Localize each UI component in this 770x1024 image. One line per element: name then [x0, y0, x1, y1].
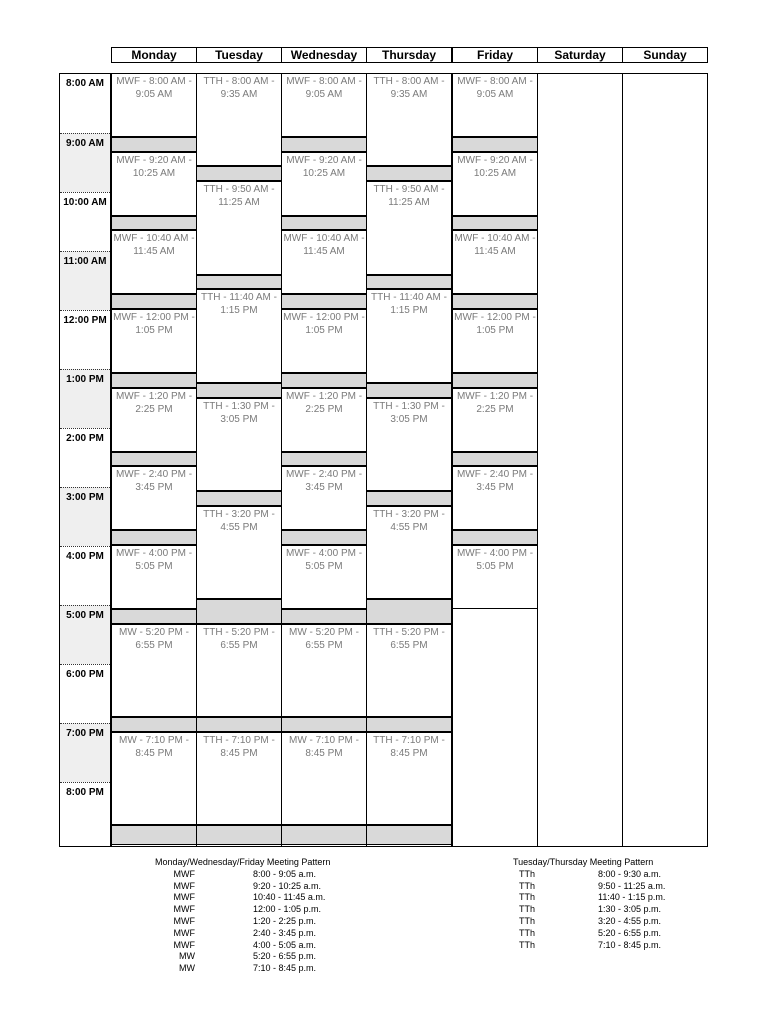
- passing-period: [452, 452, 538, 467]
- legend-time: 12:00 - 1:05 p.m.: [253, 904, 322, 915]
- class-block: MWF - 10:40 AM - 11:45 AM: [281, 230, 367, 294]
- day-header-friday: Friday: [452, 47, 538, 63]
- time-label: 4:00 PM: [60, 546, 110, 605]
- legend-days: TTh: [518, 880, 535, 891]
- time-label: 1:00 PM: [60, 369, 110, 428]
- class-block: MWF - 1:20 PM - 2:25 PM: [452, 388, 538, 452]
- passing-period: [196, 599, 282, 624]
- legend-days: MW: [179, 951, 195, 962]
- time-label: 11:00 AM: [60, 251, 110, 310]
- legend-days: TTh: [518, 939, 535, 950]
- legend-row: [120, 951, 350, 963]
- passing-period: [452, 530, 538, 545]
- day-column-sunday: [622, 73, 708, 847]
- class-block: MWF - 12:00 PM - 1:05 PM: [452, 309, 538, 373]
- passing-period: [111, 294, 197, 309]
- legend-row: [480, 904, 710, 916]
- day-header-wednesday: Wednesday: [281, 47, 367, 63]
- class-block: MWF - 10:40 AM - 11:45 AM: [452, 230, 538, 294]
- day-column-saturday: [537, 73, 623, 847]
- time-label: 7:00 PM: [60, 723, 110, 782]
- class-block: MW - 7:10 PM - 8:45 PM: [111, 732, 197, 825]
- passing-period: [366, 491, 452, 506]
- legend-time: 1:20 - 2:25 p.m.: [253, 915, 317, 926]
- class-block: MWF - 10:40 AM - 11:45 AM: [111, 230, 197, 294]
- time-label: 3:00 PM: [60, 487, 110, 546]
- class-block: MWF - 8:00 AM - 9:05 AM: [111, 73, 197, 137]
- passing-period: [366, 275, 452, 290]
- legend-days: MWF: [173, 939, 195, 950]
- legend-time: 8:00 - 9:05 a.m.: [253, 868, 317, 879]
- legend-time: 7:10 - 8:45 p.m.: [253, 963, 317, 974]
- passing-period: [111, 452, 197, 467]
- legend-days: TTh: [518, 904, 535, 915]
- passing-period: [111, 530, 197, 545]
- legend-row: [480, 869, 710, 881]
- legend-row: [120, 881, 350, 893]
- time-label: 8:00 AM: [60, 74, 110, 133]
- time-label: 2:00 PM: [60, 428, 110, 487]
- passing-period: [196, 825, 282, 845]
- class-block: MWF - 12:00 PM - 1:05 PM: [111, 309, 197, 373]
- class-block: TTH - 5:20 PM - 6:55 PM: [366, 624, 452, 717]
- legend-time: 7:10 - 8:45 p.m.: [598, 939, 662, 950]
- class-block: TTH - 9:50 AM - 11:25 AM: [196, 181, 282, 274]
- passing-period: [281, 825, 367, 845]
- class-block: TTH - 3:20 PM - 4:55 PM: [196, 506, 282, 599]
- legend-row: [120, 892, 350, 904]
- class-block: MWF - 2:40 PM - 3:45 PM: [111, 466, 197, 530]
- passing-period: [196, 717, 282, 732]
- legend-time: 11:40 - 1:15 p.m.: [598, 892, 666, 903]
- class-block: MW - 5:20 PM - 6:55 PM: [111, 624, 197, 717]
- class-block: TTH - 11:40 AM - 1:15 PM: [196, 289, 282, 382]
- class-block: MWF - 4:00 PM - 5:05 PM: [111, 545, 197, 609]
- class-block: MWF - 9:20 AM - 10:25 AM: [452, 152, 538, 216]
- passing-period: [366, 599, 452, 624]
- passing-period: [452, 216, 538, 231]
- class-block: MW - 5:20 PM - 6:55 PM: [281, 624, 367, 717]
- legend-days: TTh: [518, 892, 535, 903]
- legend-tth: [480, 857, 710, 951]
- class-block: TTH - 11:40 AM - 1:15 PM: [366, 289, 452, 382]
- legend-days: MWF: [173, 868, 195, 879]
- day-header-monday: Monday: [111, 47, 197, 63]
- passing-period: [196, 275, 282, 290]
- day-header-thursday: Thursday: [366, 47, 452, 63]
- passing-period: [196, 166, 282, 181]
- legend-mwf-title: Monday/Wednesday/Friday Meeting Pattern: [155, 857, 331, 867]
- passing-period: [452, 294, 538, 309]
- legend-row: [480, 892, 710, 904]
- passing-period: [281, 609, 367, 624]
- class-block: MWF - 1:20 PM - 2:25 PM: [111, 388, 197, 452]
- legend-row: [120, 869, 350, 881]
- class-block: MWF - 2:40 PM - 3:45 PM: [281, 466, 367, 530]
- class-block: TTH - 7:10 PM - 8:45 PM: [196, 732, 282, 825]
- day-header-saturday: Saturday: [537, 47, 623, 63]
- class-block: MWF - 1:20 PM - 2:25 PM: [281, 388, 367, 452]
- class-block: TTH - 8:00 AM - 9:35 AM: [196, 73, 282, 166]
- legend-row: [120, 904, 350, 916]
- class-block: MWF - 9:20 AM - 10:25 AM: [281, 152, 367, 216]
- passing-period: [366, 717, 452, 732]
- passing-period: [281, 373, 367, 388]
- passing-period: [196, 491, 282, 506]
- time-label: 12:00 PM: [60, 310, 110, 369]
- time-label: 9:00 AM: [60, 133, 110, 192]
- legend-time: 8:00 - 9:30 a.m.: [598, 868, 662, 879]
- passing-period: [452, 137, 538, 152]
- class-block: MWF - 4:00 PM - 5:05 PM: [452, 545, 538, 609]
- legend-row: [120, 916, 350, 928]
- legend-time: 1:30 - 3:05 p.m.: [598, 904, 662, 915]
- class-block: TTH - 9:50 AM - 11:25 AM: [366, 181, 452, 274]
- day-header-sunday: Sunday: [622, 47, 708, 63]
- legend-time: 5:20 - 6:55 p.m.: [598, 927, 662, 938]
- legend-tth-title: Tuesday/Thursday Meeting Pattern: [513, 857, 654, 867]
- legend-time: 3:20 - 4:55 p.m.: [598, 915, 662, 926]
- passing-period: [281, 530, 367, 545]
- legend-days: TTh: [518, 868, 535, 879]
- time-label: 8:00 PM: [60, 782, 110, 846]
- passing-period: [111, 825, 197, 845]
- legend-time: 9:20 - 10:25 a.m.: [253, 880, 322, 891]
- legend-time: 10:40 - 11:45 a.m.: [253, 892, 326, 903]
- legend-row: [480, 928, 710, 940]
- class-block: MWF - 12:00 PM - 1:05 PM: [281, 309, 367, 373]
- legend-row: [480, 940, 710, 952]
- passing-period: [196, 383, 282, 398]
- passing-period: [366, 166, 452, 181]
- legend-row: [120, 963, 350, 975]
- legend-days: TTh: [518, 915, 535, 926]
- class-block: MWF - 2:40 PM - 3:45 PM: [452, 466, 538, 530]
- legend-time: 2:40 - 3:45 p.m.: [253, 927, 317, 938]
- legend-days: MWF: [173, 927, 195, 938]
- time-label: 6:00 PM: [60, 664, 110, 723]
- class-block: TTH - 3:20 PM - 4:55 PM: [366, 506, 452, 599]
- class-block: MWF - 8:00 AM - 9:05 AM: [281, 73, 367, 137]
- legend-days: MWF: [173, 892, 195, 903]
- passing-period: [452, 373, 538, 388]
- class-block: TTH - 7:10 PM - 8:45 PM: [366, 732, 452, 825]
- legend-mwf: [120, 857, 350, 975]
- legend-days: MWF: [173, 915, 195, 926]
- passing-period: [366, 383, 452, 398]
- passing-period: [366, 825, 452, 845]
- time-label: 10:00 AM: [60, 192, 110, 251]
- legend-time: 5:20 - 6:55 p.m.: [253, 951, 317, 962]
- legend-row: [480, 881, 710, 893]
- passing-period: [281, 137, 367, 152]
- legend-row: [120, 928, 350, 940]
- class-block: TTH - 1:30 PM - 3:05 PM: [196, 398, 282, 491]
- legend-days: MWF: [173, 904, 195, 915]
- passing-period: [111, 373, 197, 388]
- passing-period: [281, 717, 367, 732]
- day-header-tuesday: Tuesday: [196, 47, 282, 63]
- legend-days: MWF: [173, 880, 195, 891]
- passing-period: [111, 137, 197, 152]
- legend-time: 4:00 - 5:05 a.m.: [253, 939, 317, 950]
- class-block: MWF - 8:00 AM - 9:05 AM: [452, 73, 538, 137]
- class-block: TTH - 5:20 PM - 6:55 PM: [196, 624, 282, 717]
- time-column: [59, 73, 111, 847]
- passing-period: [111, 216, 197, 231]
- passing-period: [111, 609, 197, 624]
- class-block: MWF - 4:00 PM - 5:05 PM: [281, 545, 367, 609]
- time-label: 5:00 PM: [60, 605, 110, 664]
- legend-days: TTh: [518, 927, 535, 938]
- legend-days: MW: [179, 963, 195, 974]
- passing-period: [281, 216, 367, 231]
- passing-period: [281, 294, 367, 309]
- legend-row: [120, 940, 350, 952]
- class-block: TTH - 1:30 PM - 3:05 PM: [366, 398, 452, 491]
- class-block: TTH - 8:00 AM - 9:35 AM: [366, 73, 452, 166]
- class-block: MW - 7:10 PM - 8:45 PM: [281, 732, 367, 825]
- legend-row: [480, 916, 710, 928]
- passing-period: [111, 717, 197, 732]
- class-block: MWF - 9:20 AM - 10:25 AM: [111, 152, 197, 216]
- legend-time: 9:50 - 11:25 a.m.: [598, 880, 666, 891]
- passing-period: [281, 452, 367, 467]
